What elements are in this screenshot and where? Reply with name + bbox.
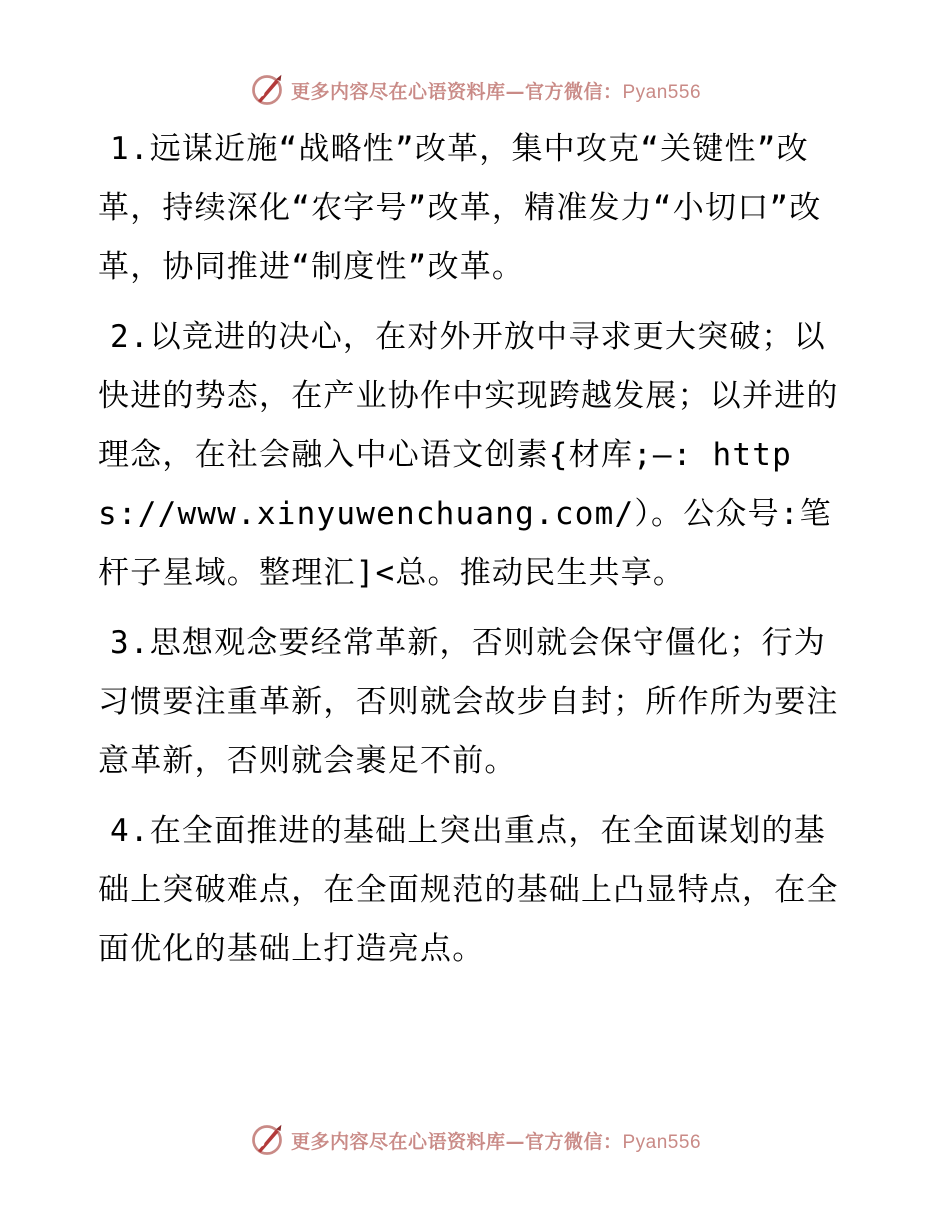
- paragraph-1: 1.远谋近施“战略性”改革，集中攻克“关键性”改革，持续深化“农字号”改革，精准发力“小切口”改革，协同推进“制度性”改革。: [98, 131, 822, 285]
- paragraph-4: 4.在全面推进的基础上突出重点，在全面谋划的基础上突破难点，在全面规范的基础上凸显特点，在全面优化的基础上打造亮点。: [98, 813, 839, 967]
- paragraph-2: 2.以竞进的决心，在对外开放中寻求更大突破；以快进的势态，在产业协作中实现跨越发展；以并进的理念，在社会融入中心语文创素{材库;—: https://www.xinyuwenchuang.com/）。公众号:笔杆子星域。整理汇]<总。推动民生共享。: [98, 319, 839, 591]
- paragraph-3: 3.思想观念要经常革新，否则就会保守僵化；行为习惯要注重革新，否则就会故步自封；所作所为要注意革新，否则就会裹足不前。: [98, 625, 839, 779]
- footer-banner-text: 更多内容尽在心语资料库—官方微信：Pyan556: [290, 1130, 702, 1153]
- quill-pen-logo-icon: [249, 1122, 285, 1158]
- header-banner: [0, 70, 950, 110]
- footer-wechat-id: Pyan556: [622, 1131, 702, 1153]
- footer-banner: [0, 1120, 950, 1160]
- header-wechat-id: Pyan556: [622, 81, 702, 103]
- document-body: [98, 120, 858, 990]
- header-banner-text: 更多内容尽在心语资料库—官方微信：Pyan556: [290, 80, 702, 103]
- quill-pen-logo-icon: [249, 72, 285, 108]
